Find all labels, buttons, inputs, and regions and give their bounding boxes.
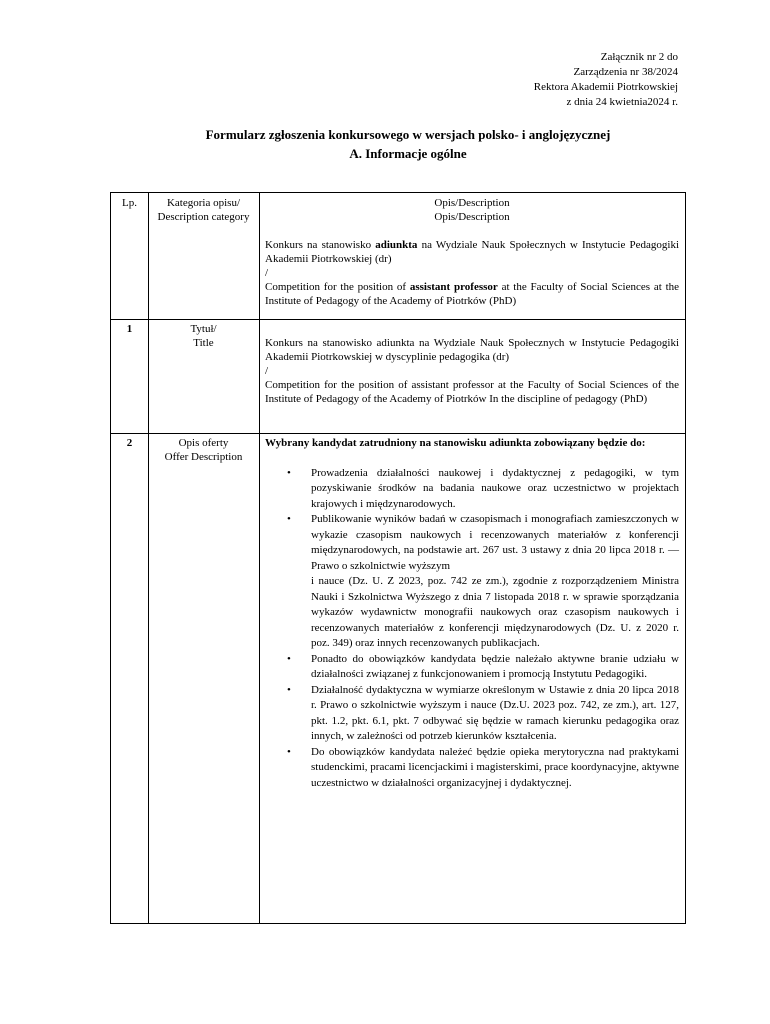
category-en: Offer Description [164, 451, 243, 463]
row-category [148, 322, 259, 350]
row-description [265, 336, 679, 406]
row-divider [111, 319, 685, 320]
attachment-note-line: Załącznik nr 2 do [600, 51, 678, 63]
text: at the Faculty of Social Sciences at the Institute of Pedagogy of the Academy of Piotrków (PhD) [265, 281, 680, 307]
separator: / [265, 267, 269, 279]
column-divider [148, 193, 149, 923]
category-pl: Tytuł/ [190, 323, 217, 335]
header-description-pl [265, 238, 679, 266]
category-en: Title [193, 337, 214, 349]
header-description [265, 196, 679, 308]
list-item-continuation: i nauce (Dz. U. Z 2023, poz. 742 ze zm.), zgodnie z rozporządzeniem Ministra Nauki i Szkolnictwa Wyższego z dnia 7 listopada 2018 r. w sprawie sporządzania wykazów wydawnictw monografii naukowych oraz czasopism naukowych i recenzowanych materiałów z konferencji międzynarodowych (Dz. U. z 2020 r. poz. 349) oraz innych recenzowanych publikacjach. [311, 575, 679, 649]
text: na Wydziale Nauk Społecznych w Instytucie Pedagogiki Akademii Piotrkowskiej (dr) [265, 239, 679, 265]
title-en: Competition for the position of assistant professor at the Faculty of Social Sciences of the Institute of Pedagogy of the Academy of Piotrków In the discipline of pedagogy (PhD) [265, 379, 679, 405]
attachment-note [534, 50, 678, 110]
row-number: 1 [126, 323, 133, 335]
duties-list [265, 466, 679, 792]
section-title: A. Informacje ogólne [349, 146, 467, 161]
attachment-note-line: Zarządzenia nr 38/2024 [573, 66, 678, 78]
info-table [110, 192, 686, 924]
separator: / [265, 365, 269, 377]
position-name: assistant professor [409, 281, 498, 293]
attachment-note-line: Rektora Akademii Piotrkowskiej [533, 81, 678, 93]
row-category [148, 436, 259, 464]
header-description-label: Opis/Description [434, 197, 510, 209]
header-description-en [265, 280, 679, 308]
list-item: • Prowadzenia działalności naukowej i dydaktycznej z pedagogiki, w tym pozyskiwanie środków na badania naukowe oraz uczestnictwo w projektach krajowych i międzynarodowych. [311, 466, 679, 513]
row-number: 2 [126, 437, 133, 449]
list-item: • Publikowanie wyników badań w czasopismach i monografiach zamieszczonych w wykazie czasopism naukowych i recenzowanych materiałów z konferencji międzynarodowych, na podstawie art. 267 ust. 3 ustawy z dnia 20 lipca 2018 r. — Prawo o szkolnictwie wyższym [311, 512, 679, 574]
header-lp: Lp. [122, 197, 137, 209]
form-title: Formularz zgłoszenia konkursowego w wersjach polsko- i anglojęzycznej [205, 127, 611, 142]
title-pl: Konkurs na stanowisko adiunkta na Wydziale Nauk Społecznych w Instytucie Pedagogiki Akademii Piotrkowskiej w dyscyplinie pedagogika (dr) [265, 337, 679, 363]
row-description [265, 436, 679, 791]
list-item: • Ponadto do obowiązków kandydata będzie należało aktywne branie udziału w działalności związanej z funkcjonowaniem i promocją Instytutu Pedagogiki. [311, 652, 679, 683]
position-name: adiunkta [375, 239, 418, 251]
column-divider [259, 193, 260, 923]
header-description-label: Opis/Description [434, 211, 510, 223]
attachment-note-line: z dnia 24 kwietnia2024 r. [566, 96, 678, 108]
text: Konkurs na stanowisko [265, 239, 376, 251]
row-divider [111, 433, 685, 434]
header-category: Kategoria opisu/ Description category [157, 197, 250, 223]
list-item: • Do obowiązków kandydata należeć będzie opieka merytoryczna nad praktykami studenckimi, pracami licencjackimi i magisterskimi, prace koordynacyjne, aktywne uczestnictwo w działalności organizacyjnej i dydaktycznej. [311, 745, 679, 792]
text: Competition for the position of [265, 281, 410, 293]
duties-intro: Wybrany kandydat zatrudniony na stanowisku adiunkta zobowiązany będzie do: [265, 437, 646, 449]
category-pl: Opis oferty [178, 437, 229, 449]
list-item: • Działalność dydaktyczna w wymiarze określonym w Ustawie z dnia 20 lipca 2018 r. Prawo o szkolnictwie wyższym i nauce (Dz.U. 2023 poz. 742, ze zm.), art. 127, pkt. 1.2, pkt. 6.1, pkt. 7 odbywać się będzie w ramach kierunku pedagogika oraz innych, w zależności od potrzeb kierunków kształcenia. [311, 683, 679, 745]
document-title [0, 125, 770, 163]
